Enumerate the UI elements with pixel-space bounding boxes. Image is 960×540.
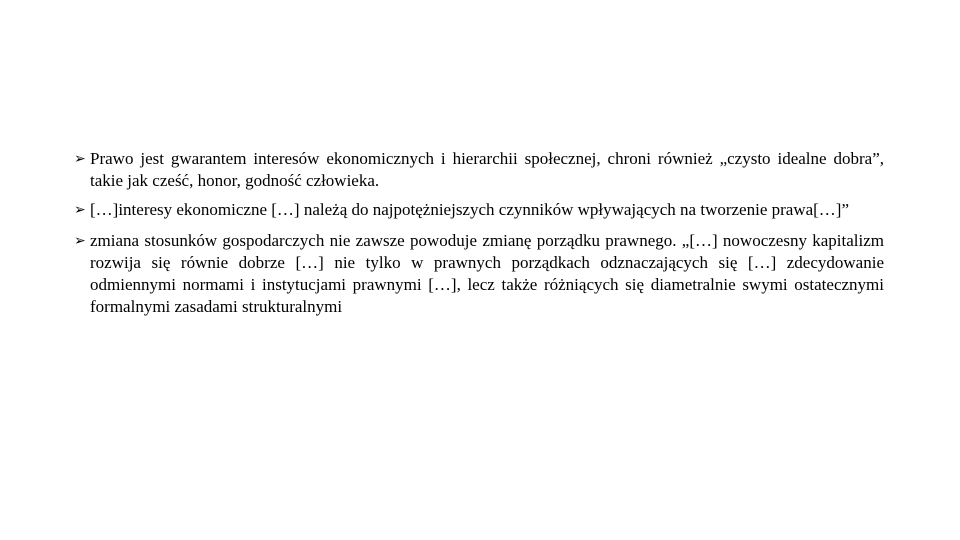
bullet-item-2 <box>74 199 884 221</box>
arrow-bullet-icon: ➢ <box>74 151 86 167</box>
bullet-text: zmiana stosunków gospodarczych nie zawsze powoduje zmianę porządku prawnego. „[…] nowoczesny kapitalizm rozwija się równie dobrze […] nie tylko w prawnych porządkach odznaczających się […] zdecydowanie odmiennymi normami i instytucjami prawnymi […], lecz także różniących się diametralnie swymi ostatecznymi formalnymi zasadami strukturalnymi <box>90 231 884 316</box>
bullet-text: Prawo jest gwarantem interesów ekonomicznych i hierarchii społecznej, chroni również „czysto idealne dobra”, takie jak cześć, honor, godność człowieka. <box>90 149 884 190</box>
bullet-item-3 <box>74 230 884 318</box>
bullet-list <box>74 148 884 325</box>
arrow-bullet-icon: ➢ <box>74 202 86 218</box>
arrow-bullet-icon: ➢ <box>74 233 86 249</box>
bullet-item-1 <box>74 148 884 192</box>
bullet-text: […]interesy ekonomiczne […] należą do najpotężniejszych czynników wpływających na tworzenie prawa[…]” <box>90 200 850 219</box>
